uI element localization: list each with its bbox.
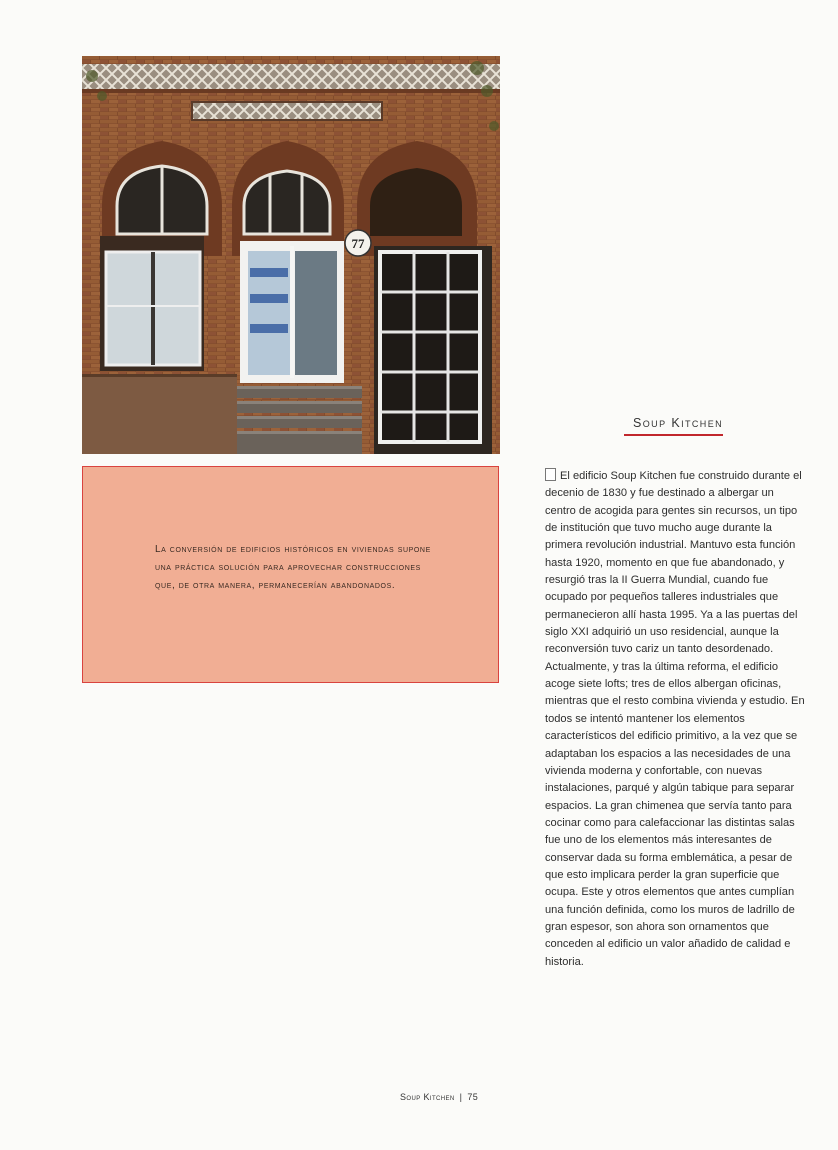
article-title: Soup Kitchen [633,416,723,430]
page-number: 75 [467,1092,479,1102]
building-photo [82,56,500,454]
article-body [545,468,807,971]
callout-text: La conversión de edificios históricos en viviendas supone una práctica solución para aprovechar construcciones que, de otra manera, permanecerían abandonados. [155,544,431,591]
title-underline [624,434,723,436]
footer-title: Soup Kitchen [400,1092,455,1102]
footer-separator: | [459,1092,463,1102]
callout-box [82,466,499,683]
article-body-text: El edificio Soup Kitchen fue construido durante el decenio de 1830 y fue destinado a albergar un centro de acogida para gentes sin recursos, un tipo de institución que tuvo mucho auge durante la primera revolución industrial. Mantuvo esta función hasta 1920, momento en que fue abandonado, y resurgió tras la II Guerra Mundial, cuando fue ocupado por pequeños talleres industriales que permanecieron allí hasta 1995. Ya a las puertas del siglo XXI adquirió un uso residencial, aunque la reconversión tuvo cariz un tanto desordenado. Actualmente, y tras la última reforma, el edificio acoge siete lofts; tres de ellos albergan oficinas, mientras que el resto combina vivienda y estudio. En todos se intentó mantener los elementos característicos del edificio primitivo, a la vez que se adaptaban los espacios a las necesidades de una vivienda moderna y confortable, con nuevas instalaciones, parqué y algún tabique para separar espacios. La gran chimenea que servía tanto para cocinar como para calefaccionar las distintas salas fue uno de los elementos más interesantes de conservar dada su forma emblemática, a pesar de que esto implicara perder la gran superficie que ocupa. Este y otros elementos que antes cumplían una función definida, como los muros de ladrillo de gran espesor, son ahora son ornamentos que conceden al edificio un valor añadido de calidad e historia. [545,470,805,968]
page-footer [400,1092,478,1102]
house-number: 77 [351,236,365,251]
paragraph-marker [545,468,556,481]
